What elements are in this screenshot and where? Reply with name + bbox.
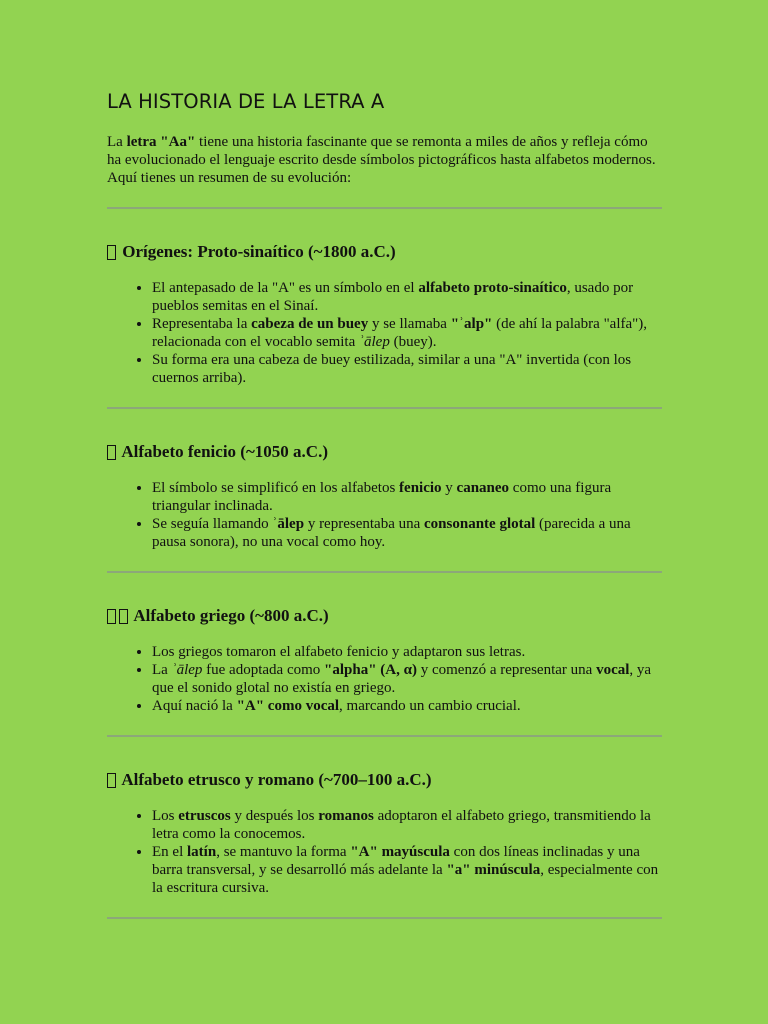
intro-bold: letra "Aa" [126,134,196,150]
section-divider [107,207,662,209]
document-content [107,90,662,919]
item-text: , usado por pueblos semitas en el Sinaí. [152,280,634,314]
bullet-list [107,279,662,387]
list-item [152,279,662,315]
section-proto-sinaitic [107,242,662,409]
item-text: y se llamaba [368,316,451,332]
section-heading-text: Alfabeto griego (~800 a.C.) [133,606,329,625]
item-text: En el [152,844,187,860]
section-divider [107,571,662,573]
item-text: y comenzó a representar una [416,662,597,678]
item-italic: ʾālep [359,334,390,350]
item-text: , especialmente con la escritura cursiva. [152,862,659,896]
item-text: y [441,480,457,496]
item-text: adoptaron el alfabeto griego, transmitiendo la letra como la conocemos. [152,808,651,842]
item-bold: romanos [318,808,374,824]
item-bold: "A" mayúscula [350,844,450,860]
section-heading [107,442,662,462]
list-item [152,479,662,515]
intro-text: tiene una historia fascinante que se remonta a miles de años y refleja cómo ha evolucionado el lenguaje escrito desde símbolos pictográficos hasta alfabetos modernos. Aquí tienes un resumen de su evolución: [107,134,656,186]
item-text: con dos líneas inclinadas y una barra transversal, y se desarrolló más adelante la [152,844,640,878]
page-title: LA HISTORIA DE LA LETRA A [107,90,385,113]
bullet-list [107,643,662,715]
item-bold: ʾālep [272,516,305,532]
item-text: Aquí nació la [152,698,237,714]
flag-emoji-placeholder-icon [107,609,116,624]
item-bold: "ʾalp" [450,316,493,332]
list-item [152,697,662,715]
item-text: , se mantuvo la forma [216,844,351,860]
item-text: Representaba la [152,316,252,332]
item-text: como una figura triangular inclinada. [152,480,612,514]
item-bold: cananeo [456,480,510,496]
item-text: Se seguía llamando [152,516,273,532]
intro-text: La [107,134,127,150]
item-bold: cabeza de un buey [251,316,369,332]
item-text: La [152,662,172,678]
item-bold: fenicio [399,480,442,496]
section-heading-text: Orígenes: Proto-sinaítico (~1800 a.C.) [122,242,396,261]
item-text: fue adoptada como [202,662,325,678]
item-text: (de ahí la palabra "alfa"), relacionada con el vocablo semita [152,316,648,350]
item-italic: ʾālep [171,662,203,678]
item-text: El símbolo se simplificó en los alfabetos [152,480,400,496]
section-divider [107,407,662,409]
list-item [152,661,662,697]
item-text: (parecida a una pausa sonora), no una vocal como hoy. [152,516,631,550]
section-greek [107,606,662,737]
emoji-placeholder-icon [107,245,116,260]
emoji-placeholder-icon [107,773,116,788]
item-text: y después los [230,808,319,824]
item-bold: alfabeto proto-sinaítico [418,280,567,296]
item-bold: consonante glotal [424,516,536,532]
intro-paragraph [107,133,662,187]
item-bold: "A" como vocal [236,698,340,714]
section-heading-text: Alfabeto fenicio (~1050 a.C.) [121,442,328,461]
section-heading [107,242,662,262]
item-bold: latín [187,844,217,860]
emoji-placeholder-icon [107,445,116,460]
list-item [152,807,662,843]
list-item [152,351,662,387]
item-text: Los griegos tomaron el alfabeto fenicio y adaptaron sus letras. [152,644,526,660]
item-bold: "a" minúscula [446,862,541,878]
item-text: , ya que el sonido glotal no existía en griego. [152,662,652,696]
section-heading [107,770,662,790]
item-text: (buey). [389,334,437,350]
item-text: y representaba una [304,516,425,532]
item-text: Los [152,808,179,824]
bullet-list [107,479,662,551]
list-item [152,315,662,351]
flag-emoji-placeholder-icon [119,609,128,624]
section-divider [107,735,662,737]
item-bold: "alpha" (Α, α) [324,662,417,678]
section-divider [107,917,662,919]
item-bold: etruscos [178,808,231,824]
list-item [152,643,662,661]
item-text: El antepasado de la "A" es un símbolo en el [152,280,419,296]
section-etruscan-roman [107,770,662,919]
section-heading-text: Alfabeto etrusco y romano (~700–100 a.C.) [121,770,432,789]
item-bold: vocal [596,662,630,678]
bullet-list [107,807,662,897]
item-text: , marcando un cambio crucial. [339,698,521,714]
item-text: Su forma era una cabeza de buey estilizada, similar a una "A" invertida (con los cuernos arriba). [152,352,632,386]
section-phoenician [107,442,662,573]
list-item [152,843,662,897]
list-item [152,515,662,551]
section-heading [107,606,662,626]
